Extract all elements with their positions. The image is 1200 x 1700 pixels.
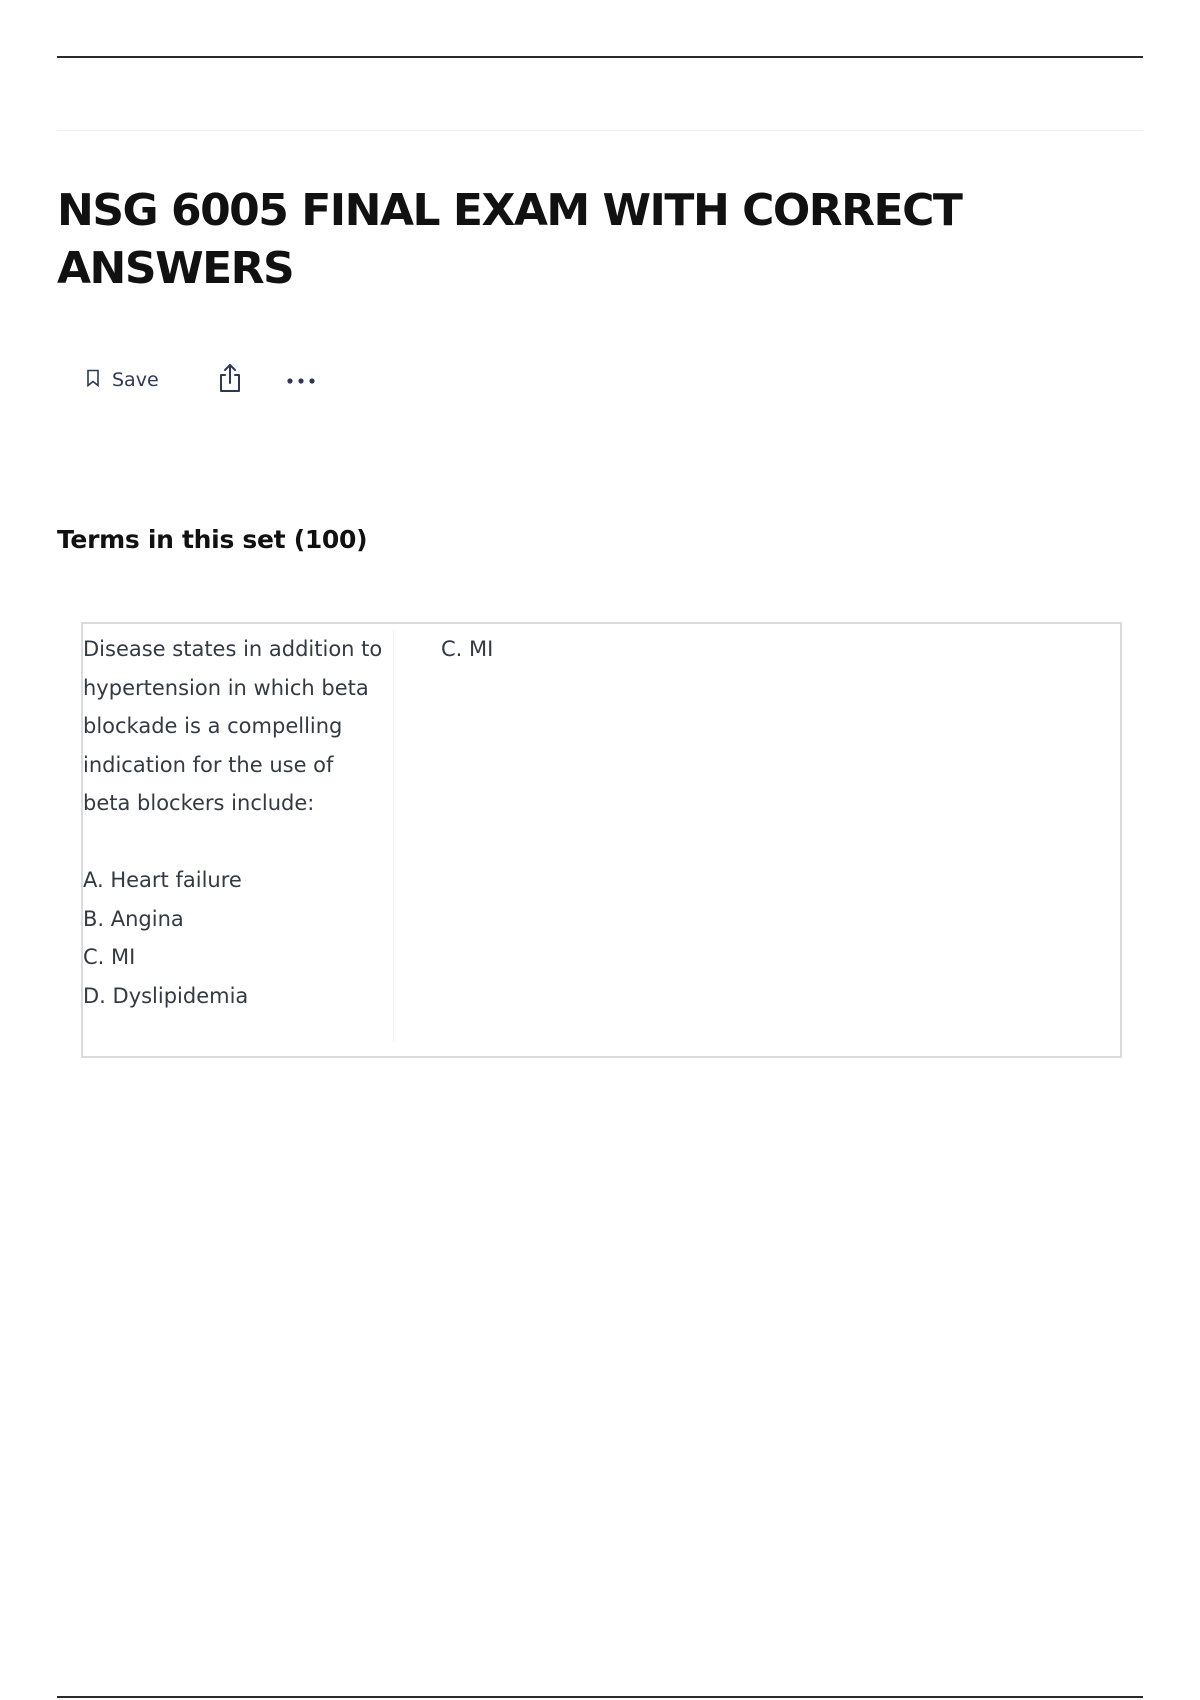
term-option: D. Dyslipidemia — [83, 983, 249, 1008]
term-option: A. Heart failure — [83, 868, 242, 892]
term-option: B. Angina — [83, 906, 184, 931]
terms-heading: Terms in this set (100) — [57, 525, 368, 554]
card-divider — [393, 630, 394, 1042]
page-bottom-rule — [57, 1696, 1143, 1698]
bookmark-icon — [85, 369, 101, 391]
save-label: Save — [112, 369, 159, 391]
term-option: C. MI — [83, 945, 136, 969]
term-card[interactable] — [81, 622, 1122, 1058]
save-button[interactable] — [85, 360, 159, 400]
definition-side: C. MI — [441, 637, 494, 661]
page-top-rule — [57, 56, 1143, 58]
header-divider — [57, 130, 1143, 131]
term-side — [83, 630, 383, 1015]
share-icon — [216, 362, 244, 398]
page-title: NSG 6005 FINAL EXAM WITH CORRECT ANSWERS — [57, 185, 962, 294]
more-options-icon — [286, 371, 316, 390]
term-question: Disease states in addition to hypertension in which beta blockade is a compelling indication for the use of beta blockers include: — [83, 637, 383, 815]
more-options-button[interactable] — [286, 360, 316, 400]
set-toolbar — [57, 360, 457, 400]
share-button[interactable] — [216, 360, 244, 400]
